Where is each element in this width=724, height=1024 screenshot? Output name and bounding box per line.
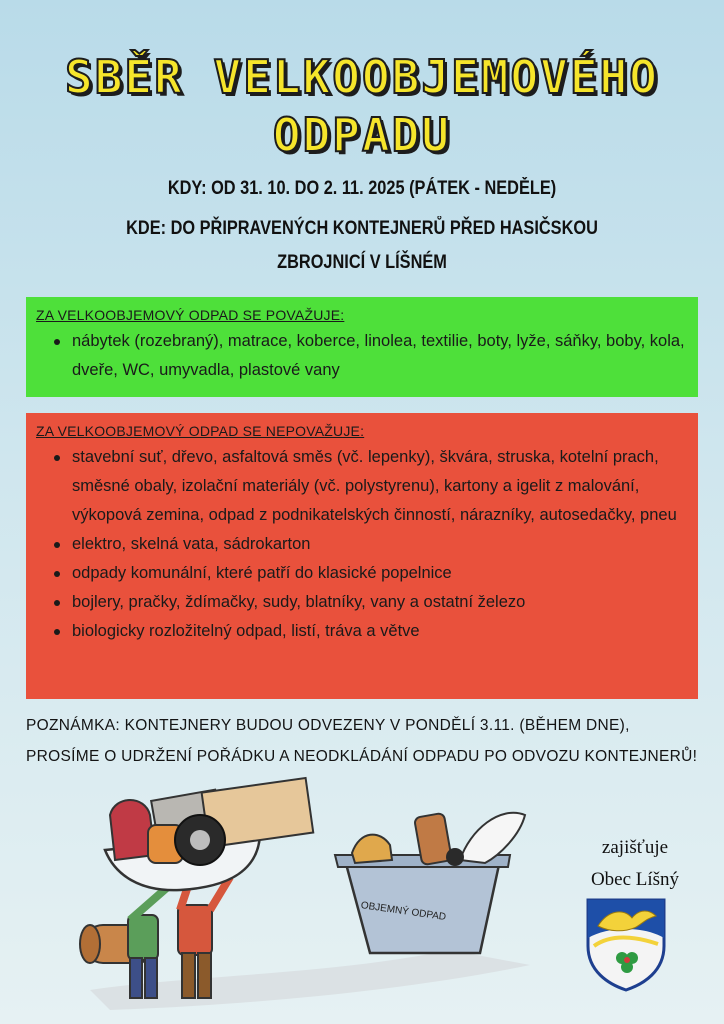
accepted-waste-panel [26,297,698,397]
organizer-credit-line1: zajišťuje [601,837,669,858]
municipal-coat-of-arms-icon [584,896,668,992]
list-item: bojlery, pračky, ždímačky, sudy, blatníky, vany a ostatní železo [50,588,688,617]
list-item: biologicky rozložitelný odpad, listí, tráva a větve [50,617,688,646]
list-item: odpady komunální, které patří do klasické popelnice [50,559,688,588]
note-text: POZNÁMKA: KONTEJNERY BUDOU ODVEZENY V PONDĚLÍ 3.11. (BĚHEM DNE), PROSÍME O UDRŽENÍ POŘÁDKU A NEODKLÁDÁNÍ ODPADU PO ODVOZU KONTEJNERŮ! [26,717,698,765]
list-item: elektro, skelná vata, sádrokarton [50,530,688,559]
people-carrying-waste-illustration [30,775,550,1015]
rejected-waste-list [50,443,688,646]
container-label: OBJEMNÝ ODPAD [360,900,447,923]
accepted-waste-list [50,327,688,385]
rejected-waste-heading: ZA VELKOOBJEMOVÝ ODPAD SE NEPOVAŽUJE: [36,423,365,439]
poster-title [0,48,724,164]
collection-location: KDE: DO PŘIPRAVENÝCH KONTEJNERŮ PŘED HASIČSKOU ZBROJNICÍ V LÍŠNÉM [126,218,598,273]
poster-title-line1: SBĚR VELKOOBJEMOVÉHO [65,50,659,104]
organizer-name: Obec Líšný [590,869,680,890]
organizer-credit [560,832,710,896]
rejected-waste-panel [26,413,698,699]
list-item: nábytek (rozebraný), matrace, koberce, linolea, textilie, boty, lyže, sáňky, boby, kola, dveře, WC, umyvadla, plastové vany [50,327,688,385]
poster-title-line2: ODPADU [272,108,452,162]
list-item: stavební suť, dřevo, asfaltová směs (vč. lepenky), škvára, struska, kotelní prach, směsné obaly, izolační materiály (vč. polystyrenu), kartony a igelit z malování, výkopová zemina, odpad z podnikatelských činností, nárazníky, autosedačky, pneu [50,443,688,530]
accepted-waste-heading: ZA VELKOOBJEMOVÝ ODPAD SE POVAŽUJE: [36,307,345,323]
collection-date: KDY: OD 31. 10. DO 2. 11. 2025 (PÁTEK - NEDĚLE) [167,178,557,199]
